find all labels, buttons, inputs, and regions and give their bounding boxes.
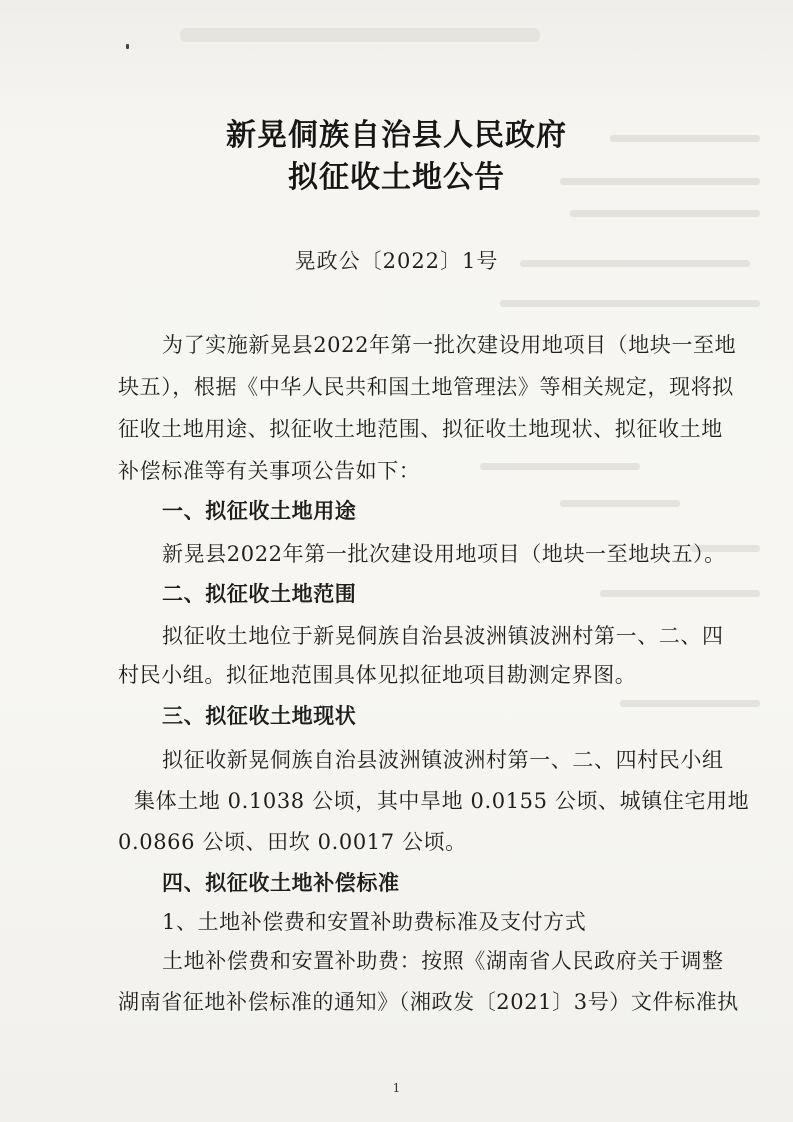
bleed-mark bbox=[500, 300, 760, 307]
bleed-mark bbox=[560, 500, 680, 507]
paragraph-line: 拟征收土地位于新晃侗族自治县波洲镇波洲村第一、二、四 bbox=[162, 624, 724, 648]
paragraph-line: 新晃县2022年第一批次建设用地项目（地块一至地块五）。 bbox=[162, 542, 726, 566]
intro-line: 为了实施新晃县2022年第一批次建设用地项目（地块一至地 bbox=[162, 333, 737, 357]
intro-line: 块五），根据《中华人民共和国土地管理法》等相关规定，现将拟 bbox=[118, 375, 734, 399]
paragraph-line: 集体土地 0.1038 公顷，其中旱地 0.0155 公顷、城镇住宅用地 bbox=[134, 789, 750, 813]
page-title-line1: 新晃侗族自治县人民政府 bbox=[226, 118, 567, 153]
bleed-mark bbox=[600, 590, 760, 597]
paragraph-line: 村民小组。拟征地范围具体见拟征地项目勘测定界图。 bbox=[118, 663, 637, 687]
paragraph-line: 拟征收新晃侗族自治县波洲镇波洲村第一、二、四村民小组 bbox=[162, 748, 724, 772]
section-heading: 二、拟征收土地范围 bbox=[162, 581, 357, 606]
document-number: 晃政公〔2022〕1号 bbox=[294, 249, 499, 273]
page-number: 1 bbox=[392, 1081, 401, 1095]
page-title-line2: 拟征收土地公告 bbox=[288, 160, 505, 195]
section-heading: 四、拟征收土地补偿标准 bbox=[162, 870, 400, 895]
scan-speck bbox=[126, 44, 129, 49]
bleed-mark bbox=[570, 210, 760, 217]
subsection-heading: 1、土地补偿费和安置补助费标准及支付方式 bbox=[162, 910, 587, 934]
paragraph-line: 0.0866 公顷、田坎 0.0017 公顷。 bbox=[118, 830, 467, 854]
intro-line: 补偿标准等有关事项公告如下： bbox=[118, 459, 421, 483]
intro-line: 征收土地用途、拟征收土地范围、拟征收土地现状、拟征收土地 bbox=[118, 417, 723, 441]
bleed-mark bbox=[620, 700, 760, 707]
section-heading: 一、拟征收土地用途 bbox=[162, 498, 357, 523]
paragraph-line: 土地补偿费和安置补助费：按照《湖南省人民政府关于调整 bbox=[162, 949, 724, 973]
section-heading: 三、拟征收土地现状 bbox=[162, 703, 357, 728]
bleed-mark bbox=[480, 463, 640, 470]
scan-shadow bbox=[180, 28, 540, 42]
paragraph-line: 湖南省征地补偿标准的通知》（湘政发〔2021〕3号）文件标准执 bbox=[118, 990, 739, 1014]
